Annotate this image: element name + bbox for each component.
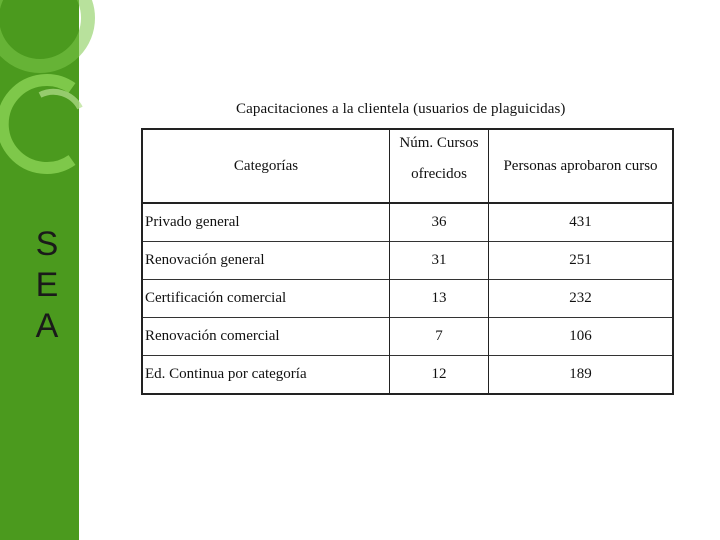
table-row <box>142 280 673 318</box>
ring-top <box>0 0 88 66</box>
cell-approved: 431 <box>489 203 674 242</box>
cell-courses: 13 <box>390 280 489 318</box>
cell-courses: 12 <box>390 356 489 395</box>
header-courses <box>390 129 489 203</box>
cell-courses: 7 <box>390 318 489 356</box>
table-row <box>142 203 673 242</box>
header-approved: Personas aprobaron curso <box>489 129 674 203</box>
cell-approved: 251 <box>489 242 674 280</box>
slide-title: Capacitaciones a la clientela (usuarios de plaguicidas) <box>236 101 566 117</box>
header-courses-line2: ofrecidos <box>411 166 467 182</box>
side-letter: S <box>35 225 59 263</box>
table-row <box>142 318 673 356</box>
side-letter: A <box>35 307 59 345</box>
ring-accent <box>40 92 80 108</box>
side-letter: E <box>35 266 59 304</box>
header-category: Categorías <box>142 129 390 203</box>
table-row <box>142 242 673 280</box>
cell-approved: 232 <box>489 280 674 318</box>
cell-category: Renovación general <box>142 242 390 280</box>
training-table <box>141 128 674 395</box>
cell-category: Privado general <box>142 203 390 242</box>
cell-approved: 189 <box>489 356 674 395</box>
cell-courses: 31 <box>390 242 489 280</box>
decorative-rings <box>0 0 110 200</box>
table-row <box>142 356 673 395</box>
header-courses-line1: Núm. Cursos <box>399 135 479 151</box>
side-letters <box>22 224 72 347</box>
table-header-row <box>142 129 673 203</box>
cell-courses: 36 <box>390 203 489 242</box>
cell-category: Ed. Continua por categoría <box>142 356 390 395</box>
cell-category: Certificación comercial <box>142 280 390 318</box>
cell-approved: 106 <box>489 318 674 356</box>
cell-category: Renovación comercial <box>142 318 390 356</box>
